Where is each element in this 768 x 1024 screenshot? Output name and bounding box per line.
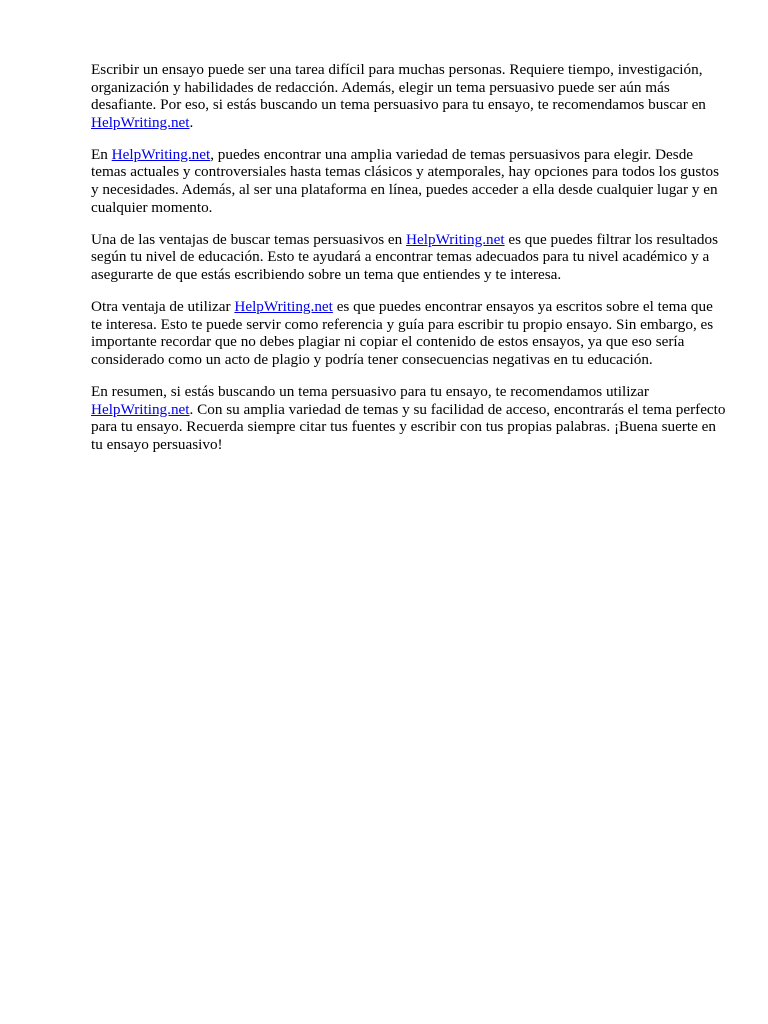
helpwriting-link[interactable]: HelpWriting.net (91, 113, 190, 131)
paragraph-text: Una de las ventajas de buscar temas persuasivos en (91, 230, 407, 248)
paragraph-text: Escribir un ensayo puede ser una tarea difícil para muchas personas. Requiere tiempo, investigación, organización y habilidades de redacción. Además, elegir un tema persuasivo puede ser aún más desafiante. Por eso, si estás buscando un tema persuasivo para tu ensayo, te recomendamos buscar en (91, 61, 706, 114)
paragraph-text: En (91, 145, 112, 163)
helpwriting-link[interactable]: HelpWriting.net (91, 400, 190, 418)
paragraph-text: . (189, 113, 194, 131)
helpwriting-link[interactable]: HelpWriting.net (111, 145, 211, 163)
paragraph-1 (91, 61, 727, 131)
paragraph-text: En resumen, si estás buscando un tema persuasivo para tu ensayo, te recomendamos utilizar (91, 382, 649, 400)
paragraph-text: es que puedes filtrar los resultados según tu nivel de educación. Esto te ayudará a encontrar temas adecuados para tu nivel académico y a asegurarte de que estás escribiendo sobre un tema que entiendes y te interesa. (91, 230, 718, 283)
paragraph-2 (91, 146, 727, 216)
paragraph-text: Otra ventaja de utilizar (91, 298, 235, 316)
paragraph-5 (91, 383, 727, 453)
paragraph-4 (91, 298, 727, 368)
helpwriting-link[interactable]: HelpWriting.net (234, 298, 333, 316)
paragraph-text: , puedes encontrar una amplia variedad de temas persuasivos para elegir. Desde temas actuales y controversiales hasta temas clásicos y atemporales, hay opciones para todos los gustos y necesidades. Además, al ser una plataforma en línea, puedes acceder a ella desde cualquier lugar y en cualquier momento. (91, 145, 719, 216)
paragraph-text: es que puedes encontrar ensayos ya escritos sobre el tema que te interesa. Esto te puede servir como referencia y guía para escribir tu propio ensayo. Sin embargo, es importante recordar que no debes plagiar ni copiar el contenido de estos ensayos, ya que eso sería considerado como un acto de plagio y podría tener consecuencias negativas en tu educación. (91, 298, 714, 368)
helpwriting-link[interactable]: HelpWriting.net (406, 230, 505, 248)
paragraph-3 (91, 231, 727, 284)
document-page (91, 61, 727, 468)
paragraph-text: . Con su amplia variedad de temas y su facilidad de acceso, encontrarás el tema perfecto para tu ensayo. Recuerda siempre citar tus fuentes y escribir con tus propias palabras. ¡Buena suerte en tu ensayo persuasivo! (91, 400, 726, 453)
